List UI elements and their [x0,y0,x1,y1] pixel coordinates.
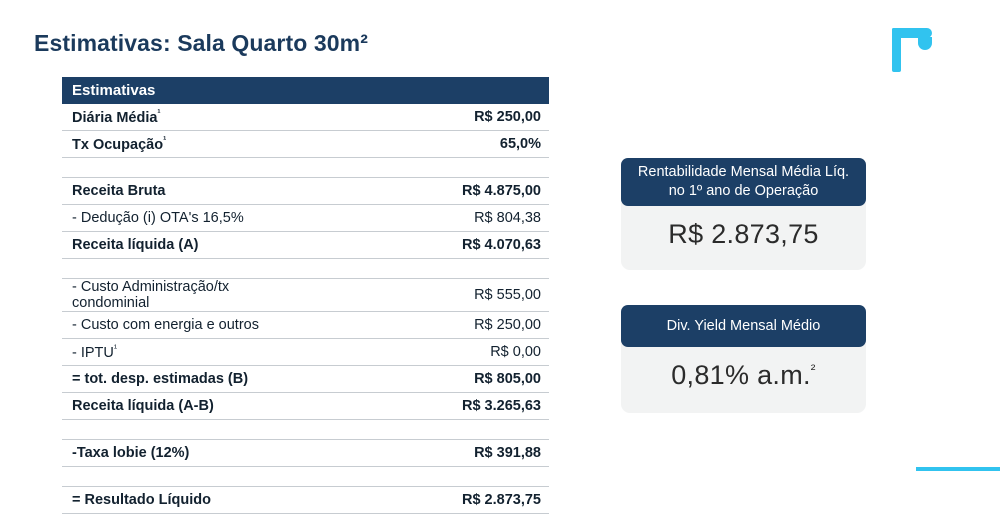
table-cell-value: R$ 804,38 [306,205,550,232]
table-cell-label [62,467,306,487]
table-cell-label: Diária Média$^{^1}$ [62,104,306,131]
logo-hook-shape [918,37,932,50]
rentabilidade-card-value: R$ 2.873,75 [668,219,819,249]
table-row [62,487,549,514]
table-row [62,232,549,259]
accent-line [916,467,1000,471]
table-cell-label: Receita Bruta [62,178,306,205]
dividend-yield-card-value: 0,81% a.m.$^{^2}$ [671,360,816,390]
page-title: Estimativas: Sala Quarto 30m² [34,30,368,56]
dividend-yield-card-title: Div. Yield Mensal Médio [621,305,866,347]
table-body [62,104,549,514]
table-cell-value: R$ 3.265,63 [306,393,550,420]
table-cell-label [62,259,306,279]
table-spacer-row [62,158,549,178]
table-row [62,440,549,467]
rentabilidade-card [621,158,866,270]
table-header [62,77,549,104]
table-cell-label: Receita líquida (A) [62,232,306,259]
table-cell-value [306,420,550,440]
rentabilidade-card-title: Rentabilidade Mensal Média Líq. no 1º ano de Operação [621,158,866,206]
table-row [62,279,549,312]
table-cell-value [306,259,550,279]
table-cell-value [306,467,550,487]
brand-logo-icon [888,28,936,72]
table-cell-label: - Dedução (i) OTA's 16,5% [62,205,306,232]
table-row [62,178,549,205]
table-row [62,393,549,420]
table-row [62,339,549,366]
table-cell-label: = Resultado Líquido [62,487,306,514]
table-cell-value: R$ 805,00 [306,366,550,393]
table-cell-value: R$ 4.875,00 [306,178,550,205]
column-header-label: Estimativas [62,77,306,104]
estimativas-table-container [62,77,549,514]
table-cell-value: R$ 555,00 [306,279,550,312]
table-cell-value: R$ 391,88 [306,440,550,467]
table-row [62,312,549,339]
table-spacer-row [62,467,549,487]
dividend-yield-card [621,305,866,413]
table-cell-value: R$ 250,00 [306,312,550,339]
table-row [62,205,549,232]
table-cell-value [306,158,550,178]
table-cell-label: = tot. desp. estimadas (B) [62,366,306,393]
column-header-value [306,77,550,104]
table-cell-label [62,158,306,178]
table-cell-label: - Custo com energia e outros [62,312,306,339]
table-row [62,131,549,158]
table-cell-label: - $IPTU^{^1}$ [62,339,306,366]
table-cell-label: - Custo Administração/tx condominial [62,279,306,312]
table-cell-label: -Taxa lobie (12%) [62,440,306,467]
table-cell-value: R$ 4.070,63 [306,232,550,259]
table-cell-label: Receita líquida (A-B) [62,393,306,420]
table-cell-value: R$ 250,00 [306,104,550,131]
estimativas-table [62,77,549,514]
table-cell-label: Tx Ocupação$^{^1}$ [62,131,306,158]
table-spacer-row [62,420,549,440]
table-spacer-row [62,259,549,279]
table-cell-value: R$ 2.873,75 [306,487,550,514]
table-cell-value: R$ 0,00 [306,339,550,366]
table-header-row [62,77,549,104]
table-cell-label [62,420,306,440]
table-cell-value: 65,0% [306,131,550,158]
table-row [62,366,549,393]
table-row [62,104,549,131]
